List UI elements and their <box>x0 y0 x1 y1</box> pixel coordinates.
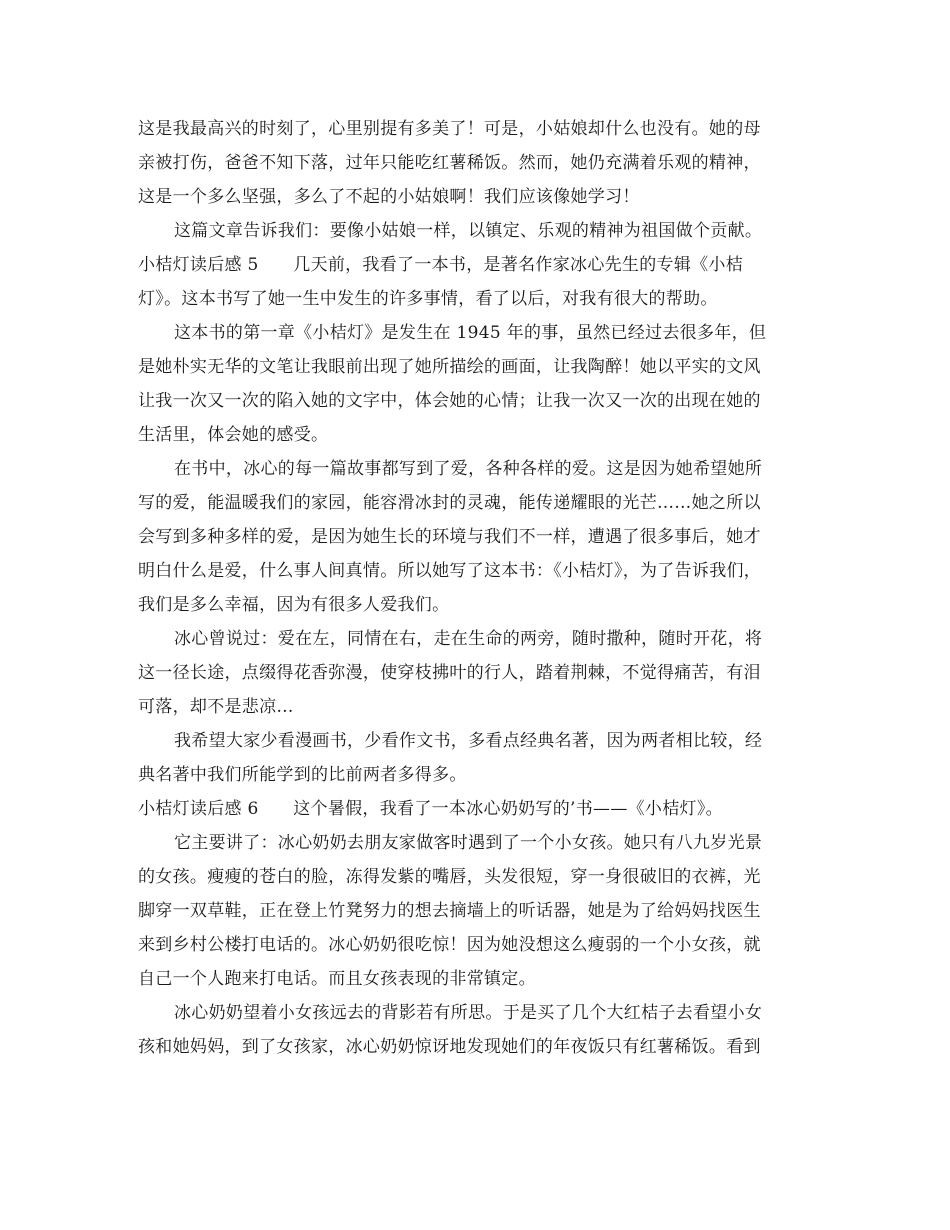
text-line: 明白什么是爱，什么事人间真情。所以她写了这本书：《小桔灯》，为了告诉我们， <box>138 561 762 581</box>
paragraph-start-line: 这本书的第一章《小桔灯》是发生在 1945 年的事，虽然已经过去很多年，但 <box>174 323 767 343</box>
text-line: 写的爱，能温暖我们的家园，能容滑冰封的灵魂，能传递耀眼的光芒……她之所以 <box>138 493 761 513</box>
text-line: 典名著中我们所能学到的比前两者多得多。 <box>138 765 467 785</box>
paragraph-start-line: 我希望大家少看漫画书，少看作文书，多看点经典名著，因为两者相比较，经 <box>174 731 763 751</box>
text-line: 这一径长途，点缀得花香弥漫，使穿枝拂叶的行人，踏着荆棘，不觉得痛苦，有泪 <box>138 663 761 683</box>
text-line: 可落，却不是悲凉… <box>138 697 294 717</box>
text-line: 亲被打伤，爸爸不知下落，过年只能吃红薯稀饭。然而，她仍充满着乐观的精神， <box>138 153 761 173</box>
text-line: 我们是多么幸福，因为有很多人爱我们。 <box>138 595 450 615</box>
paragraph-start-line: 在书中，冰心的每一篇故事都写到了爱，各种各样的爱。这是因为她希望她所 <box>174 459 763 479</box>
text-line: 自己一个人跑来打电话。而且女孩表现的非常镇定。 <box>138 969 536 989</box>
text-line: 这是我最高兴的时刻了，心里别提有多美了！可是，小姑娘却什么也没有。她的母 <box>138 119 761 139</box>
document-body <box>138 112 818 1064</box>
text-line: 生活里，体会她的感受。 <box>138 425 329 445</box>
text-line: 这是一个多么坚强，多么了不起的小姑娘啊！我们应该像她学习！ <box>138 187 640 207</box>
text-line: 是她朴实无华的文笔让我眼前出现了她所描绘的画面，让我陶醉！她以平实的文风 <box>138 357 761 377</box>
text-line: 孩和她妈妈，到了女孩家，冰心奶奶惊讶地发现她们的年夜饭只有红薯稀饭。看到 <box>138 1037 761 1057</box>
text-line: 会写到多种多样的爱，是因为她生长的环境与我们不一样，遭遇了很多事后，她才 <box>138 527 761 547</box>
text-line: 让我一次又一次的陷入她的文字中，体会她的心情；让我一次又一次的出现在她的 <box>138 391 761 411</box>
text-line: 脚穿一双草鞋，正在登上竹凳努力的想去摘墙上的听话器，她是为了给妈妈找医生 <box>138 901 761 921</box>
paragraph-start-line: 它主要讲了：冰心奶奶去朋友家做客时遇到了一个小女孩。她只有八九岁光景 <box>174 833 763 853</box>
text-line: 灯》。这本书写了她一生中发生的许多事情，看了以后，对我有很大的帮助。 <box>138 289 718 309</box>
paragraph-start-line: 冰心奶奶望着小女孩远去的背影若有所思。于是买了几个大红桔子去看望小女 <box>174 1003 763 1023</box>
text-line: 的女孩。瘦瘦的苍白的脸，冻得发紫的嘴唇，头发很短，穿一身很破旧的衣裤，光 <box>138 867 761 887</box>
paragraph-start-line: 这篇文章告诉我们：要像小姑娘一样，以镇定、乐观的精神为祖国做个贡献。 <box>174 221 763 241</box>
paragraph-start-line: 冰心曾说过：爱在左，同情在右，走在生命的两旁，随时撒种，随时开花，将 <box>174 629 763 649</box>
section-heading-line: 小桔灯读后感 6 这个暑假，我看了一本冰心奶奶写的’书——《小桔灯》。 <box>138 799 723 819</box>
section-heading-line: 小桔灯读后感 5 几天前，我看了一本书，是著名作家冰心先生的专辑《小桔 <box>138 255 744 275</box>
text-line: 来到乡村公楼打电话的。冰心奶奶很吃惊！因为她没想这么瘦弱的一个小女孩，就 <box>138 935 761 955</box>
